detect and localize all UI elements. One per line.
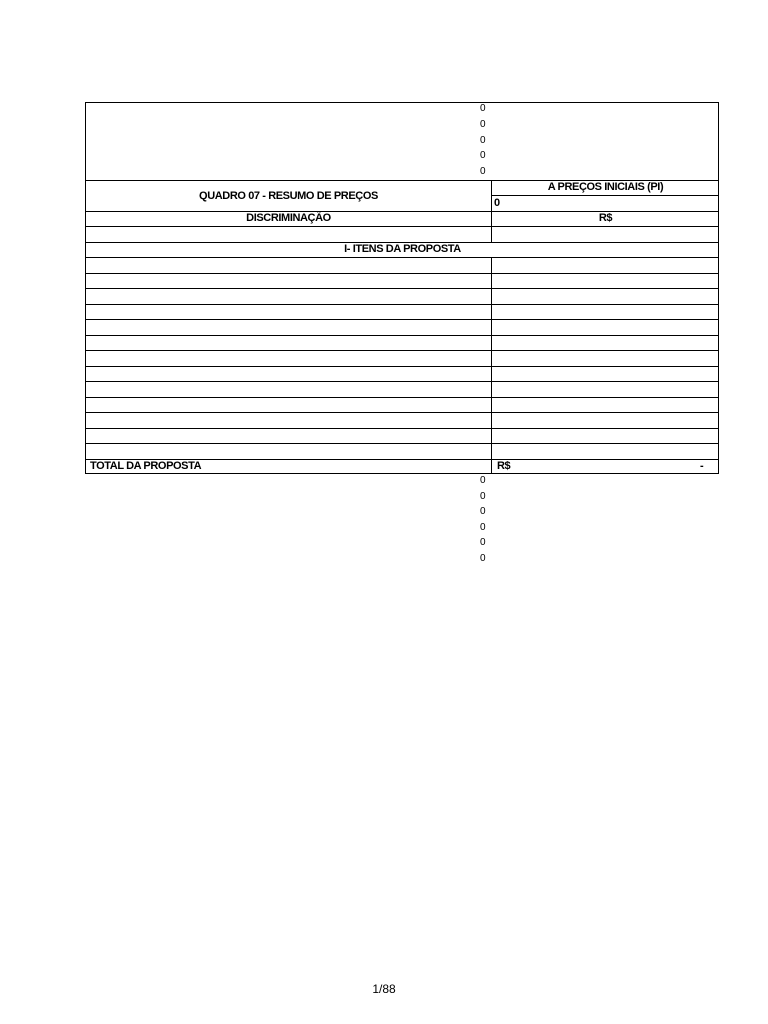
price-header: A PREÇOS INICIAIS (PI) xyxy=(547,181,664,193)
table-divider xyxy=(85,397,719,398)
table-divider xyxy=(85,428,719,429)
footer-zero: 0 xyxy=(480,475,486,486)
table-divider xyxy=(85,226,719,227)
table-divider xyxy=(85,288,719,289)
footer-zero: 0 xyxy=(480,506,486,517)
column-header-currency: R$ xyxy=(598,212,613,224)
column-divider xyxy=(491,226,492,242)
page-number: 1/88 xyxy=(372,982,396,996)
header-zero: 0 xyxy=(480,135,486,146)
table-divider xyxy=(85,257,719,258)
table-divider xyxy=(85,443,719,444)
table-divider xyxy=(85,381,719,382)
header-zero: 0 xyxy=(480,103,486,114)
table-divider xyxy=(85,366,719,367)
footer-zero: 0 xyxy=(480,522,486,533)
total-currency: R$ xyxy=(497,460,511,472)
column-divider xyxy=(491,257,492,474)
table-divider xyxy=(85,273,719,274)
table-divider xyxy=(85,335,719,336)
footer-zero: 0 xyxy=(480,553,486,564)
table-divider xyxy=(85,350,719,351)
table-divider xyxy=(85,319,719,320)
price-header-divider xyxy=(491,195,719,196)
table-divider xyxy=(85,412,719,413)
footer-zero: 0 xyxy=(480,537,486,548)
footer-zero: 0 xyxy=(480,491,486,502)
total-label: TOTAL DA PROPOSTA xyxy=(90,460,202,472)
section-label: I- ITENS DA PROPOSTA xyxy=(344,243,461,255)
header-zero: 0 xyxy=(480,166,486,177)
table-title: QUADRO 07 - RESUMO DE PREÇOS xyxy=(199,190,378,202)
table-divider xyxy=(85,304,719,305)
column-header-discriminacao: DISCRIMINAÇÃO xyxy=(246,212,331,224)
total-value: - xyxy=(700,460,704,472)
price-sub-value: 0 xyxy=(494,197,500,209)
header-zero: 0 xyxy=(480,119,486,130)
header-zero: 0 xyxy=(480,150,486,161)
